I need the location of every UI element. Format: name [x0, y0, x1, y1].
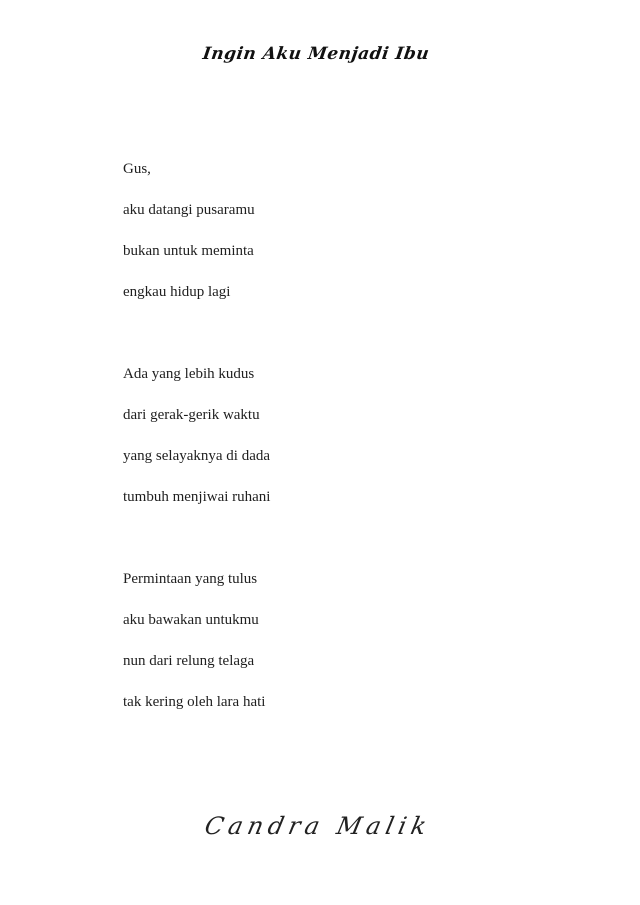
stanza-1: [123, 157, 543, 321]
poem-line: Permintaan yang tulus: [123, 571, 258, 587]
poem-line: Gus,: [123, 161, 151, 177]
poem-line: aku datangi pusaramu: [123, 202, 255, 218]
poem-line: tak kering oleh lara hati: [123, 694, 266, 710]
poem-line: bukan untuk meminta: [123, 243, 254, 259]
poem-line: dari gerak-gerik waktu: [123, 407, 260, 423]
poem-title: Ingin Aku Menjadi Ibu: [201, 44, 431, 64]
poem-body: [123, 157, 543, 731]
stanza-2: [123, 362, 543, 526]
poem-line: tumbuh menjiwai ruhani: [123, 489, 271, 505]
poem-line: aku bawakan untukmu: [123, 612, 259, 628]
poem-line: engkau hidup lagi: [123, 284, 231, 300]
stanza-3: [123, 567, 543, 731]
stanza-gap: [123, 526, 543, 567]
poem-line: yang selayaknya di dada: [123, 448, 271, 464]
stanza-gap: [123, 321, 543, 362]
poem-line: nun dari relung telaga: [123, 653, 255, 669]
poem-line: Ada yang lebih kudus: [123, 366, 255, 382]
author-signature: Candra Malik: [202, 812, 434, 840]
